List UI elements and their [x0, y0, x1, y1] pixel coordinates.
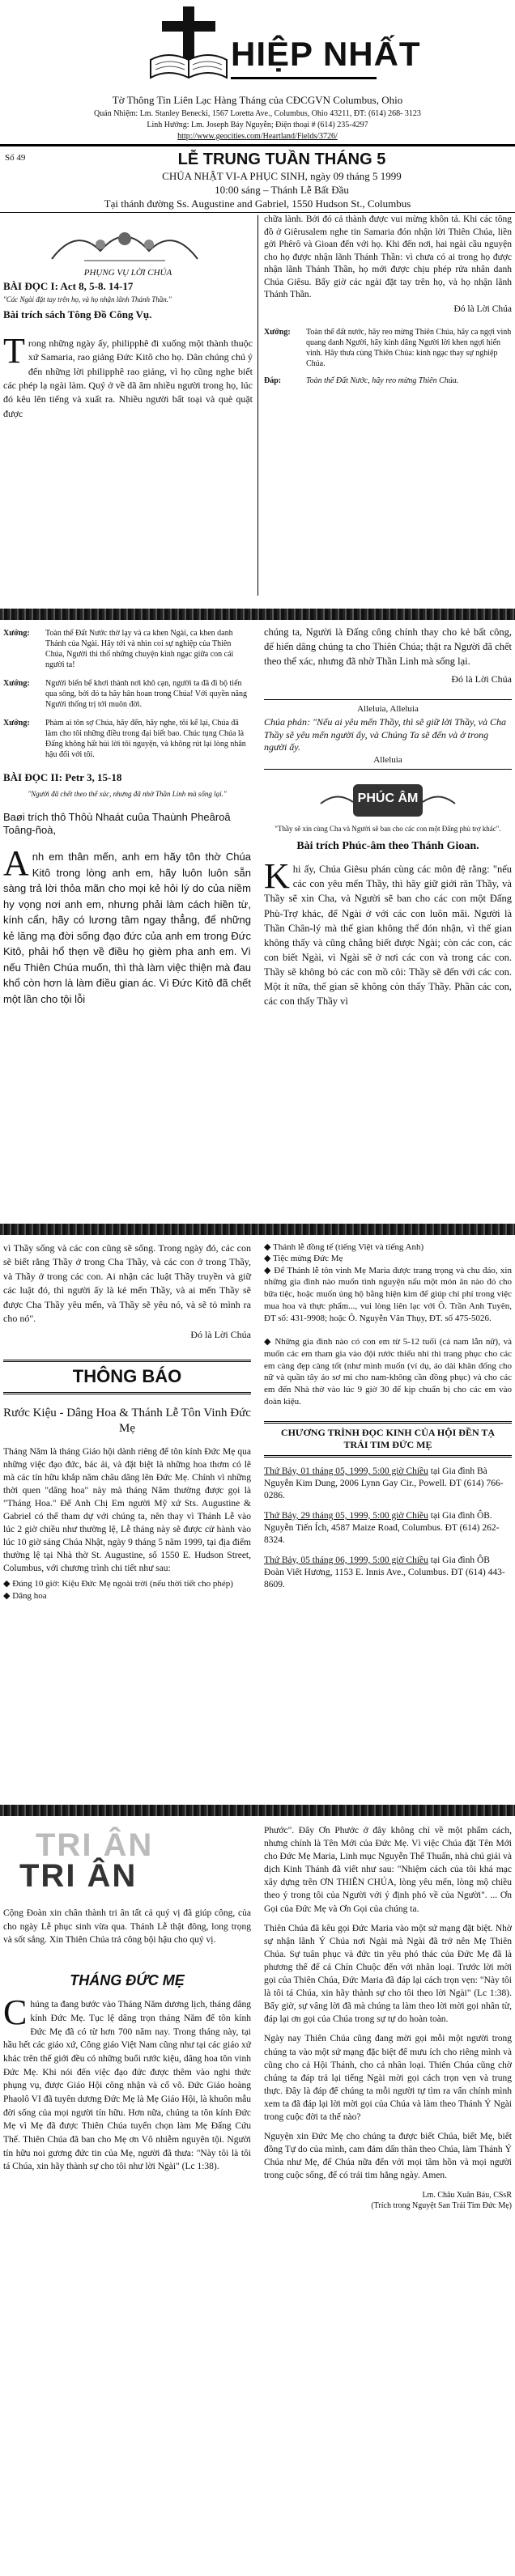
section-readings-1: [0, 212, 515, 609]
bullet-flowers: ◆ Dâng hoa: [3, 1590, 47, 1601]
bullet-procession: ◆ Đúng 10 giờ: Kiệu Đức Mẹ ngoài trời (nếu thời tiết cho phép): [3, 1579, 233, 1589]
website-link[interactable]: http://www.geocities.com/Heartland/Fields/3726/: [177, 132, 338, 141]
gospel-quote: "Thầy sẽ xin cùng Cha và Người sẽ ban cho các con một Đấng phù trợ khác".: [275, 825, 501, 834]
reading1-body: Trong những ngày ấy, philipphê đi xuống một thành thuộc xứ Samaria, rao giảng Đức Kitô cho họ. Dân chúng chú ý đến những lời philipphê rao giảng, vì họ cũng nghe biết các phép lạ ngài làm. Quý ở về dã âm nhiều người trong họ, lúc đó kêu lên tiếng và xuất ra. Nhiều người bất toại và què quặt được: [3, 330, 253, 419]
masthead-title: HIỆP NHẤT: [231, 35, 421, 73]
word-of-god-2: Đó là Lời Chúa: [451, 673, 512, 685]
mary-body-continued-2: Thiên Chúa đã kêu gọi Đức Maria vào một sứ mạng đặt biệt. Nhờ sự nhận lãnh Ý Chúa nơi Ngài mà Ngài đã trở nên Mẹ Thiên Chúa. Sự tuân phục và đức tin yêu phó thác của Đức Mẹ đã là phương thế để cả Chín Chuộc đến với nhân loại. Trước lời mời gọi của Thiên Chúa, Đức Maria đã đáp lại cách trọn vẹn: "Này tôi là tôi tá Chúa, xin hãy thành sự cho tôi theo lời Ngài" (Lc 1:38). Bấy giờ, sự vâng lời đã mà chúng ta làm theo lời mời gọi nhân từ, đáp lại ơn gọi của Chúa trong sự tự do hoàn toàn.: [264, 1923, 512, 2025]
gospel-verse: Chúa phán: "Nếu ai yêu mến Thầy, thì sẽ giữ lời Thầy, và Cha Thầy sẽ yêu mến người ấy, và Chúng Ta sẽ đến và ở trong người ấy.: [264, 716, 506, 753]
psalm-verse-2: Xướng: Toàn thể Đất Nước thờ lạy và ca khen Ngài, ca khen danh Thánh của Ngài. Hãy tới và nhìn coi sự nghiệp của Thiên Chúa, Người thi thố những chuyện kinh ngạc giữa con cái người ta!: [3, 629, 234, 669]
event-title: Rước Kiệu - Dâng Hoa & Thánh Lễ Tôn Vinh Đức Mẹ: [3, 1406, 251, 1436]
issue-number: Số 49: [5, 153, 26, 163]
psalm-verse-4: Xướng: Phàm ai tôn sợ Chúa, hãy đến, hãy nghe, tôi kể lại, Chúa đã làm cho tôi những điều trong đại biết bao. Chúc tụng Chúa là Đấng không hất hủi lời tôi nguyện, và không rút lại lòng nhân hậu đối với tôi.: [3, 719, 246, 759]
children-note: ◆ Những gia đình nào có con em từ 5-12 tuổi (cả nam lẫn nữ), và muốn các em tham gia vào đội rước thiếu nhi thì trang phục cho các em càng đẹp càng tốt (như mình muốn (ví dụ, áo dài khăn đống cho nữ và quần tây áo sơ mi cho nam-không cần đồng phục) và cho các em đến Nhà thờ vào lúc 9 giờ 30 để kịp chuẩn bị cho các em vào đoàn kiệu.: [264, 1336, 512, 1407]
cross-book-logo: [144, 3, 233, 84]
reading1-title: BÀI ĐỌC I: Act 8, 5-8. 14-17: [3, 280, 134, 293]
reading2-continued: chúng ta, Người là Đấng công chính thay cho kẻ bất công, để hiến dâng chúng ta cho Thiên Chúa; thật ra Người đã chết theo thể xác, nhưng đã nhờ Thần Linh mà sống lại.: [264, 626, 512, 668]
masthead-line1: Quản Nhiệm: Lm. Stanley Benecki, 1567 Loretta Ave., Columbus, Ohio 43211, ĐT: (614) 268- 3123: [94, 109, 421, 118]
mary-month-body: Chúng ta đang bước vào Tháng Năm dương lịch, tháng dâng kính Đức Mẹ. Tục lệ dâng trọn tháng Năm để tôn kính Đức Mẹ đã có từ hơn 700 năm nay. Trong tháng này, tại hầu hết các giáo xứ, Công giáo Việt Nam cũng như tại các giáo xứ khác trên thế giới đều có những buổi rước kiệu, dâng hoa tôn vinh Đức Mẹ. Khi nói đến việc đạo đức được thêm vào nghi thức phụng vụ, được Giáo Hội công nhận và cổ võ. Đức Giáo hoàng Phaolô VI đã tuyên dương Đức Mẹ là Mẹ Giáo Hội, là khuôn mẫu đời sống của mọi người tín hữu. Hơn nữa, chúng ta tôn kính Đức Mẹ vì Mẹ đã được Thiên Chúa tuyển chọn làm Mẹ Đấng Cứu Thế. Thiên Chúa đã ban cho Mẹ ơn Vô nhiễm nguyên tội. Người tín hữu noi gương đức tin của Mẹ, người đã thưa: "Này tôi là tôi tá Chúa, xin hãy thành sự cho tôi như lời Ngài" (Lc 1:38).: [3, 1992, 251, 2172]
reading1-quote: "Các Ngài đặt tay trên họ, và họ nhận lãnh Thánh Thần.": [3, 295, 172, 304]
bullet-volunteer: ◆ Để Thánh lễ tôn vinh Mẹ Maria được trang trọng và chu đáo, xin những gia đình nào muốn tình nguyện nấu một món ăn nào đó cho bữa tiệc, hoặc muốn ủng hộ bằng hiện kim để giúp chi phí trong việc mua hoa và thực phẩm..., vui lòng liên lạc với Ô. Trần Anh Tuyên, ĐT số: 431-9908; hoặc Ô. Nguyễn Văn Thụy, ĐT. số 475-5026.: [264, 1265, 512, 1323]
mass-time: 10:00 sáng – Thánh Lễ Bất Đầu: [215, 184, 349, 196]
mary-month-title: THÁNG ĐỨC MẸ: [70, 1972, 185, 1989]
section-announcements: [0, 1238, 515, 1740]
psalm-response: Đáp: Toàn thể Đất Nước, hãy reo mừng Thiên Chúa.: [264, 376, 459, 385]
gospel-body: Khi ấy, Chúa Giêsu phán cùng các môn đệ rằng: "nếu các con yêu mến Thầy, thì hãy giữ giới răn Thầy, và Thầy sẽ xin Cha, và Người sẽ ban cho các con một Đấng Phù-Trợ khác, để Ngài ở với các con luôn mãi. Người là Thần Chân-lý mà thế gian không thể đón nhận, vì thế gian không thấy và cũng chẳng biết được Ngài; còn các con, các con biết Ngài, vì Ngài sẽ ở nơi các con và trong các con. Thầy sẽ không bỏ các con mồ côi: Thầy sẽ đến với các con. Một ít nữa, thế gian sẽ không còn thấy Thầy. Phần các con, các con thấy Thầy vì: [264, 856, 512, 1008]
reading2-title: BÀI ĐỌC II: Petr 3, 15-18: [3, 771, 122, 783]
rosary-title: CHƯƠNG TRÌNH ĐỌC KINH CỦA HỘI ĐỀN TẠ TRÁI TIM ĐỨC MẸ: [264, 1421, 512, 1458]
reading2-source: Baøi trích thô Thôù Nhaát cuûa Thaùnh Pheâroâ Toâng-ñoà,: [3, 810, 231, 837]
sunday-line: CHÚA NHẬT VI-A PHỤC SINH, ngày 09 tháng 5 1999: [162, 170, 402, 182]
thanks-heading: TRI ÂN: [19, 1858, 138, 1894]
gospel-body-continued: vì Thầy sống và các con cũng sẽ sống. Trong ngày đó, các con sẽ biết rằng Thầy ở trong Cha Thầy, và các con ở trong Thầy, và Thầy ở trong các con. Ai nhận các luật Thầy truyền và giữ các luật đó, thì người ấy là kẻ mến Thầy, và ai mến Thầy sẽ được Cha Thầy yêu mến, và Thầy sẽ yêu nó, và sẽ tỏ mình ra cho nó".: [3, 1242, 251, 1324]
mass-place: Tại thánh đường Ss. Augustine and Gabriel, 1550 Hudson St., Columbus: [104, 197, 411, 210]
reading2-quote: "Người đã chết theo thể xác, nhưng đã nhờ Thần Linh mà sống lại.": [28, 789, 227, 798]
title-underline: [231, 77, 377, 79]
mary-body-continued-3: Ngày nay Thiên Chúa cũng đang mời gọi mỗi một người trong chúng ta vào một sứ mạng đặc biệt để mưu ích cho riêng mình và cũng cho cả Hội Thánh, cho cả nhân loại. Thiên Chúa cũng chờ chúng ta đáp trả lại tiếng Ngài mời gọi cách trọn vẹn và trung thực. Đây là đáp để chúng ta mỗi người tự tìm ra vấn chính mình xem ta đã đáp lại lời mời gọi của Chúa và làm theo Thánh Ý Ngài trong cuộc đời ta thế nào?: [264, 2034, 512, 2122]
page-divider: [0, 609, 515, 620]
notice-title: THÔNG BÁO: [3, 1360, 251, 1394]
mary-body-continued-4: Nguyện xin Đức Mẹ cho chúng ta được biết Chúa, biết Mẹ, biết đồng Tự do của mình, cam đảm dấn thân theo Chúa, làm Thánh Ý Chúa như Mẹ, để Chúa nữa đến với mọi tâm hồn và mọi người trong cuộc sống, để có trái tim hằng ngày. Amen.: [264, 2132, 512, 2181]
liturgy-banner: PHỤNG VỤ LỜI CHÚA: [83, 268, 172, 278]
psalm-verse-3: Xướng: Người biến bể khơi thành nơi khô cạn, người ta đã đi bộ tiến qua sông, bởi đó ta hãy hân hoan trong Chúa! Với quyền năng Người thống trị tới muôn đời.: [3, 679, 247, 709]
flower-decoration-icon: [3, 219, 253, 267]
gospel-source: Bài trích Phúc-âm theo Thánh Gioan.: [296, 840, 479, 853]
rosary-item-3: Thứ Bảy, 05 tháng 06, 1999, 5:00 giờ Chiều tại Gia đình ÔB Đoàn Viết Hương, 1153 E. Innis Ave., Columbus. ĐT (614) 443-8609.: [264, 1555, 505, 1589]
reading1-source: Bài trích sách Tông Đồ Công Vụ.: [3, 308, 152, 320]
page-divider-3: [0, 1805, 515, 1816]
bullet-party: ◆ Tiệc mừng Đức Mẹ: [264, 1254, 343, 1264]
mary-body-continued-1: Phước". Đây Ơn Phước ở đây không chỉ về một phẩm cách, nhưng chính là Tên Mới của Đức Mẹ. Vì việc Chúa đặt Tên Mới cho Đức Mẹ Maria, Linh mục Nguyễn Thế Thuấn, nhà chú giải và dịch Kinh Thánh đã viết như sau: "Nhiệm cách của tôi khá mạc xây dựng trên ƠN THIÊN CHÚA, lòng yêu mến, lòng mộ chiều theo ý trong tôi của Người với ý định phó về của Người". ... Ơn Gọi của Đức Mẹ và Ơn Gọi của chúng ta.: [264, 1826, 512, 1914]
alleluia: Alleluia, Alleluia: [264, 699, 512, 715]
rosary-item-1: Thứ Bảy, 01 tháng 05, 1999, 5:00 giờ Chiều tại Gia đình Bà Nguyễn Kim Dung, 2006 Lynn Gay Cir., Powell. ĐT (614) 766-0286.: [264, 1466, 504, 1500]
thanks-body: Cộng Đoàn xin chân thành tri ân tất cả quý vị đã giúp công, của cho ngày Lễ phục sinh vừa qua. Thánh Lễ thật đông, long trọng và sốt sắng. Xin Thiên Chúa trả công bội hậu cho quý vị.: [3, 1908, 251, 1946]
event-body: Tháng Năm là tháng Giáo hội dành riêng để tôn kính Đức Mẹ qua những việc đạo đức, bác ái, và đặt biệt là những hoa thơm có lẽ mà các tín hữu khắp năm châu dâng lên Đức Mẹ. Chính vì những thời quen "dâng hoa" này mà tháng Năm thường được gọi là "Tháng Hoa." Để Anh Chị Em người Mỹ xứ Sts. Augustine & Gabriel có thể tham dự với chúng ta, nên thay vì Thánh Lễ vào lúc 2 giờ chiều như thường lệ, Lễ tháng này sẽ được cử hành vào lúc 10 giờ sáng Chúa Nhật, ngày 9 tháng 5 năm 1999, tại địa điểm thường lệ tại Nhà thờ St. Augustine, số 1550 E. Hudson Street, Columbus, với chương trình chi tiết như sau:: [3, 1446, 251, 1574]
dropcap: T: [3, 330, 25, 371]
masthead-line2: Linh Hướng: Lm. Joseph Bảy Nguyễn; Điện thoại # (614) 235-4297: [147, 121, 368, 129]
psalm-verse: Xướng: Toàn thể đất nước, hãy reo mừng Thiên Chúa, hãy ca ngợi vinh quang danh Người, hãy kính dâng Người lời khen ngợi hiển vinh. Hãy thưa cùng Thiên Chúa: kinh ngạc thay sự nghiệp Chúa.: [264, 327, 512, 368]
gospel-banner: PHÚC ÂM: [264, 774, 512, 825]
section-thanks-mary: [0, 1821, 515, 2574]
reading1-continued: chữa lành. Bởi đó cả thành được vui mừng khôn tả. Khi các tông đồ ở Giêrusalem nghe tin Samaria đón nhận lời Thiên Chúa, liền gởi Phêrô và Gioan đến với họ. Khi đến nơi, hai ngài cầu nguyện cho họ được nhận lãnh Thánh Thần: vì chưa có ai trong họ được nhận lãnh Thánh Thần, họ mới được chịu phép rửa nhân danh Chúa Giêsu. Bấy giờ các ngài đặt tay trên họ, và họ nhận lãnh Thánh Thần.: [264, 214, 512, 300]
signature-source: (Trích trong Nguyệt San Trái Tim Đức Mẹ): [371, 2201, 512, 2211]
rosary-item-2: Thứ Bảy, 29 tháng 05, 1999, 5:00 giờ Chiều tại Gia đình ÔB. Nguyễn Tiến Ích, 4587 Maize Road, Columbus. ĐT (614) 262-8324.: [264, 1510, 500, 1545]
feast-title: LỄ TRUNG TUẦN THÁNG 5: [177, 151, 386, 168]
word-of-god-3: Đó là Lời Chúa: [190, 1329, 251, 1341]
alleluia-end: Alleluia: [264, 754, 512, 770]
masthead-subtitle: Tờ Thông Tin Liên Lạc Hàng Tháng của CĐCGVN Columbus, Ohio: [112, 94, 403, 106]
page-divider-2: [0, 1224, 515, 1235]
reading2-body: Anh em thân mến, anh em hãy tôn thờ Chúa Kitô trong lòng anh em, hãy luôn luôn sẵn sàng trả lời thỏa mãn cho mọi kẻ hỏi lý do của niềm hy vọng nơi anh em, nhưng phải làm cách hiền từ, kính cẩn, hãy có lương tâm ngay thẳng, để những kẻ lăng mạ đời sống đạo đức của anh em trong Đức Kitô, phải hổ thẹn về điều họ gièm pha anh em. Vì nếu Thiên Chúa muốn, thì thà làm việc thiện mà đau khổ còn hơn là làm điều gian ác. Vì Đức Kitô đã chết một lần cho tội lỗi: [3, 843, 251, 1005]
section-readings-2: [0, 623, 515, 1222]
masthead: [0, 0, 515, 210]
thanks-heading-shadow: TRI ÂN: [36, 1827, 154, 1863]
word-of-god: Đó là Lời Chúa: [453, 303, 512, 314]
signature-author: Lm. Châu Xuân Báu, CSsR: [422, 2191, 512, 2200]
bullet-mass: ◆ Thánh lễ đồng tế (tiếng Việt và tiếng Anh): [264, 1242, 424, 1252]
